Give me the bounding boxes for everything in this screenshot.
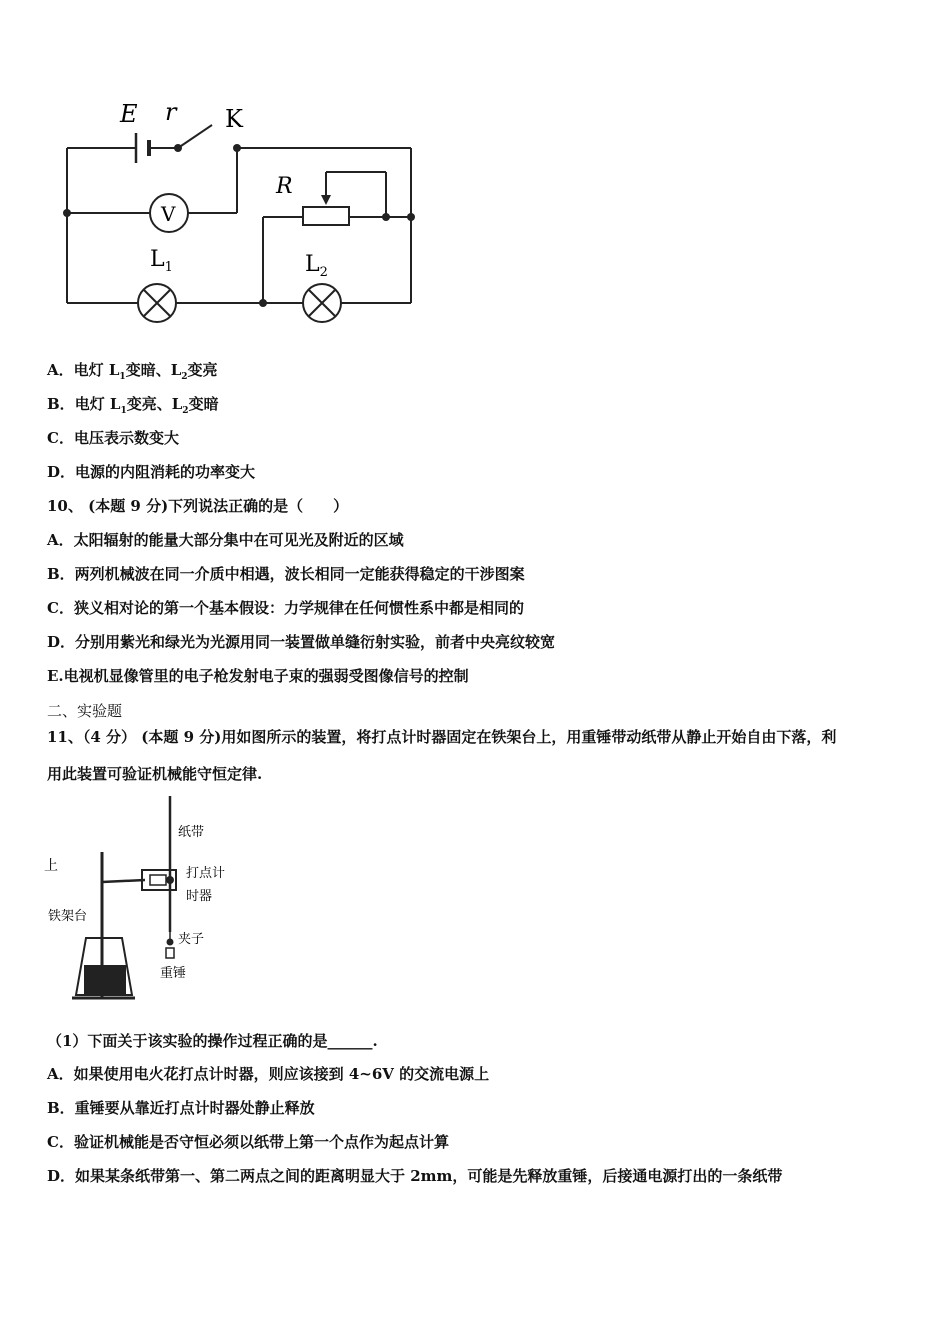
q11-option-c: C．验证机械能是否守恒必须以纸带上第一个点作为起点计算: [47, 1133, 449, 1151]
emf-label: E: [120, 100, 138, 128]
switch-label: K: [225, 105, 243, 133]
q9-option-a: A．电灯 $L_1$变暗、$L_2$变亮: [47, 361, 218, 382]
q9-option-b: B．电灯 $L_1$变亮、$L_2$变暗: [47, 395, 219, 416]
timer-label-line1: 打点计: [186, 866, 226, 881]
q11-stem-line2: 用此装置可验证机械能守恒定律.: [47, 765, 263, 783]
q11-option-d: D．如果某条纸带第一、第二两点之间的距离明显大于 2mm，可能是先释放重锤，后接通电源打出的一条纸带: [47, 1167, 783, 1185]
q10-option-d: D．分别用紫光和绿光为光源用同一装置做单缝衍射实验，前者中央亮纹较宽: [47, 633, 556, 651]
q9-option-d: D．电源的内阻消耗的功率变大: [47, 463, 256, 481]
q11-option-b: B．重锤要从靠近打点计时器处静止释放: [47, 1099, 315, 1117]
q11-subquestion-1: （1）下面关于该实验的操作过程正确的是______.: [47, 1032, 378, 1050]
apparatus-figure: [40, 790, 270, 1010]
lamp2-subscript: 2: [319, 265, 328, 280]
stand-label: 铁架台: [48, 909, 88, 924]
timer-label-line2: 时器: [186, 889, 213, 904]
clip-label: 夹子: [178, 932, 205, 947]
lamp2-label: $L_2$: [305, 252, 328, 280]
q10-option-c: C．狭义相对论的第一个基本假设：力学规律在任何惯性系中都是相同的: [47, 599, 524, 617]
q10-option-a: A．太阳辐射的能量大部分集中在可见光及附近的区域: [47, 531, 404, 549]
lamp1-label: $L_1$: [150, 247, 173, 275]
internal-resistance-label: r: [165, 98, 177, 126]
q11-stem-line1: 11、（4 分） (本题 9 分)用如图所示的装置，将打点计时器固定在铁架台上，用重锤带动纸带从静止开始自由下落，利: [47, 728, 837, 746]
q11-option-a: A．如果使用电火花打点计时器，则应该接到 4~6V 的交流电源上: [47, 1065, 490, 1083]
weight-label: 重锤: [160, 966, 187, 981]
q10-option-e: E.电视机显像管里的电子枪发射电子束的强弱受图像信号的控制: [47, 667, 469, 685]
tape-label: 纸带: [178, 825, 205, 840]
rheostat-label: R: [276, 174, 293, 199]
q10-option-b: B．两列机械波在同一介质中相遇，波长相同一定能获得稳定的干涉图案: [47, 565, 525, 583]
q9-option-c: C．电压表示数变大: [47, 429, 179, 447]
lamp1-subscript: 1: [164, 260, 173, 275]
voltmeter-label: V: [161, 202, 176, 226]
section-heading: 二、实验题: [47, 702, 123, 720]
q10-stem: 10、 (本题 9 分)下列说法正确的是（ ）: [47, 497, 349, 515]
figure-edge-label: 上: [44, 858, 58, 874]
circuit-diagram: [0, 0, 460, 340]
